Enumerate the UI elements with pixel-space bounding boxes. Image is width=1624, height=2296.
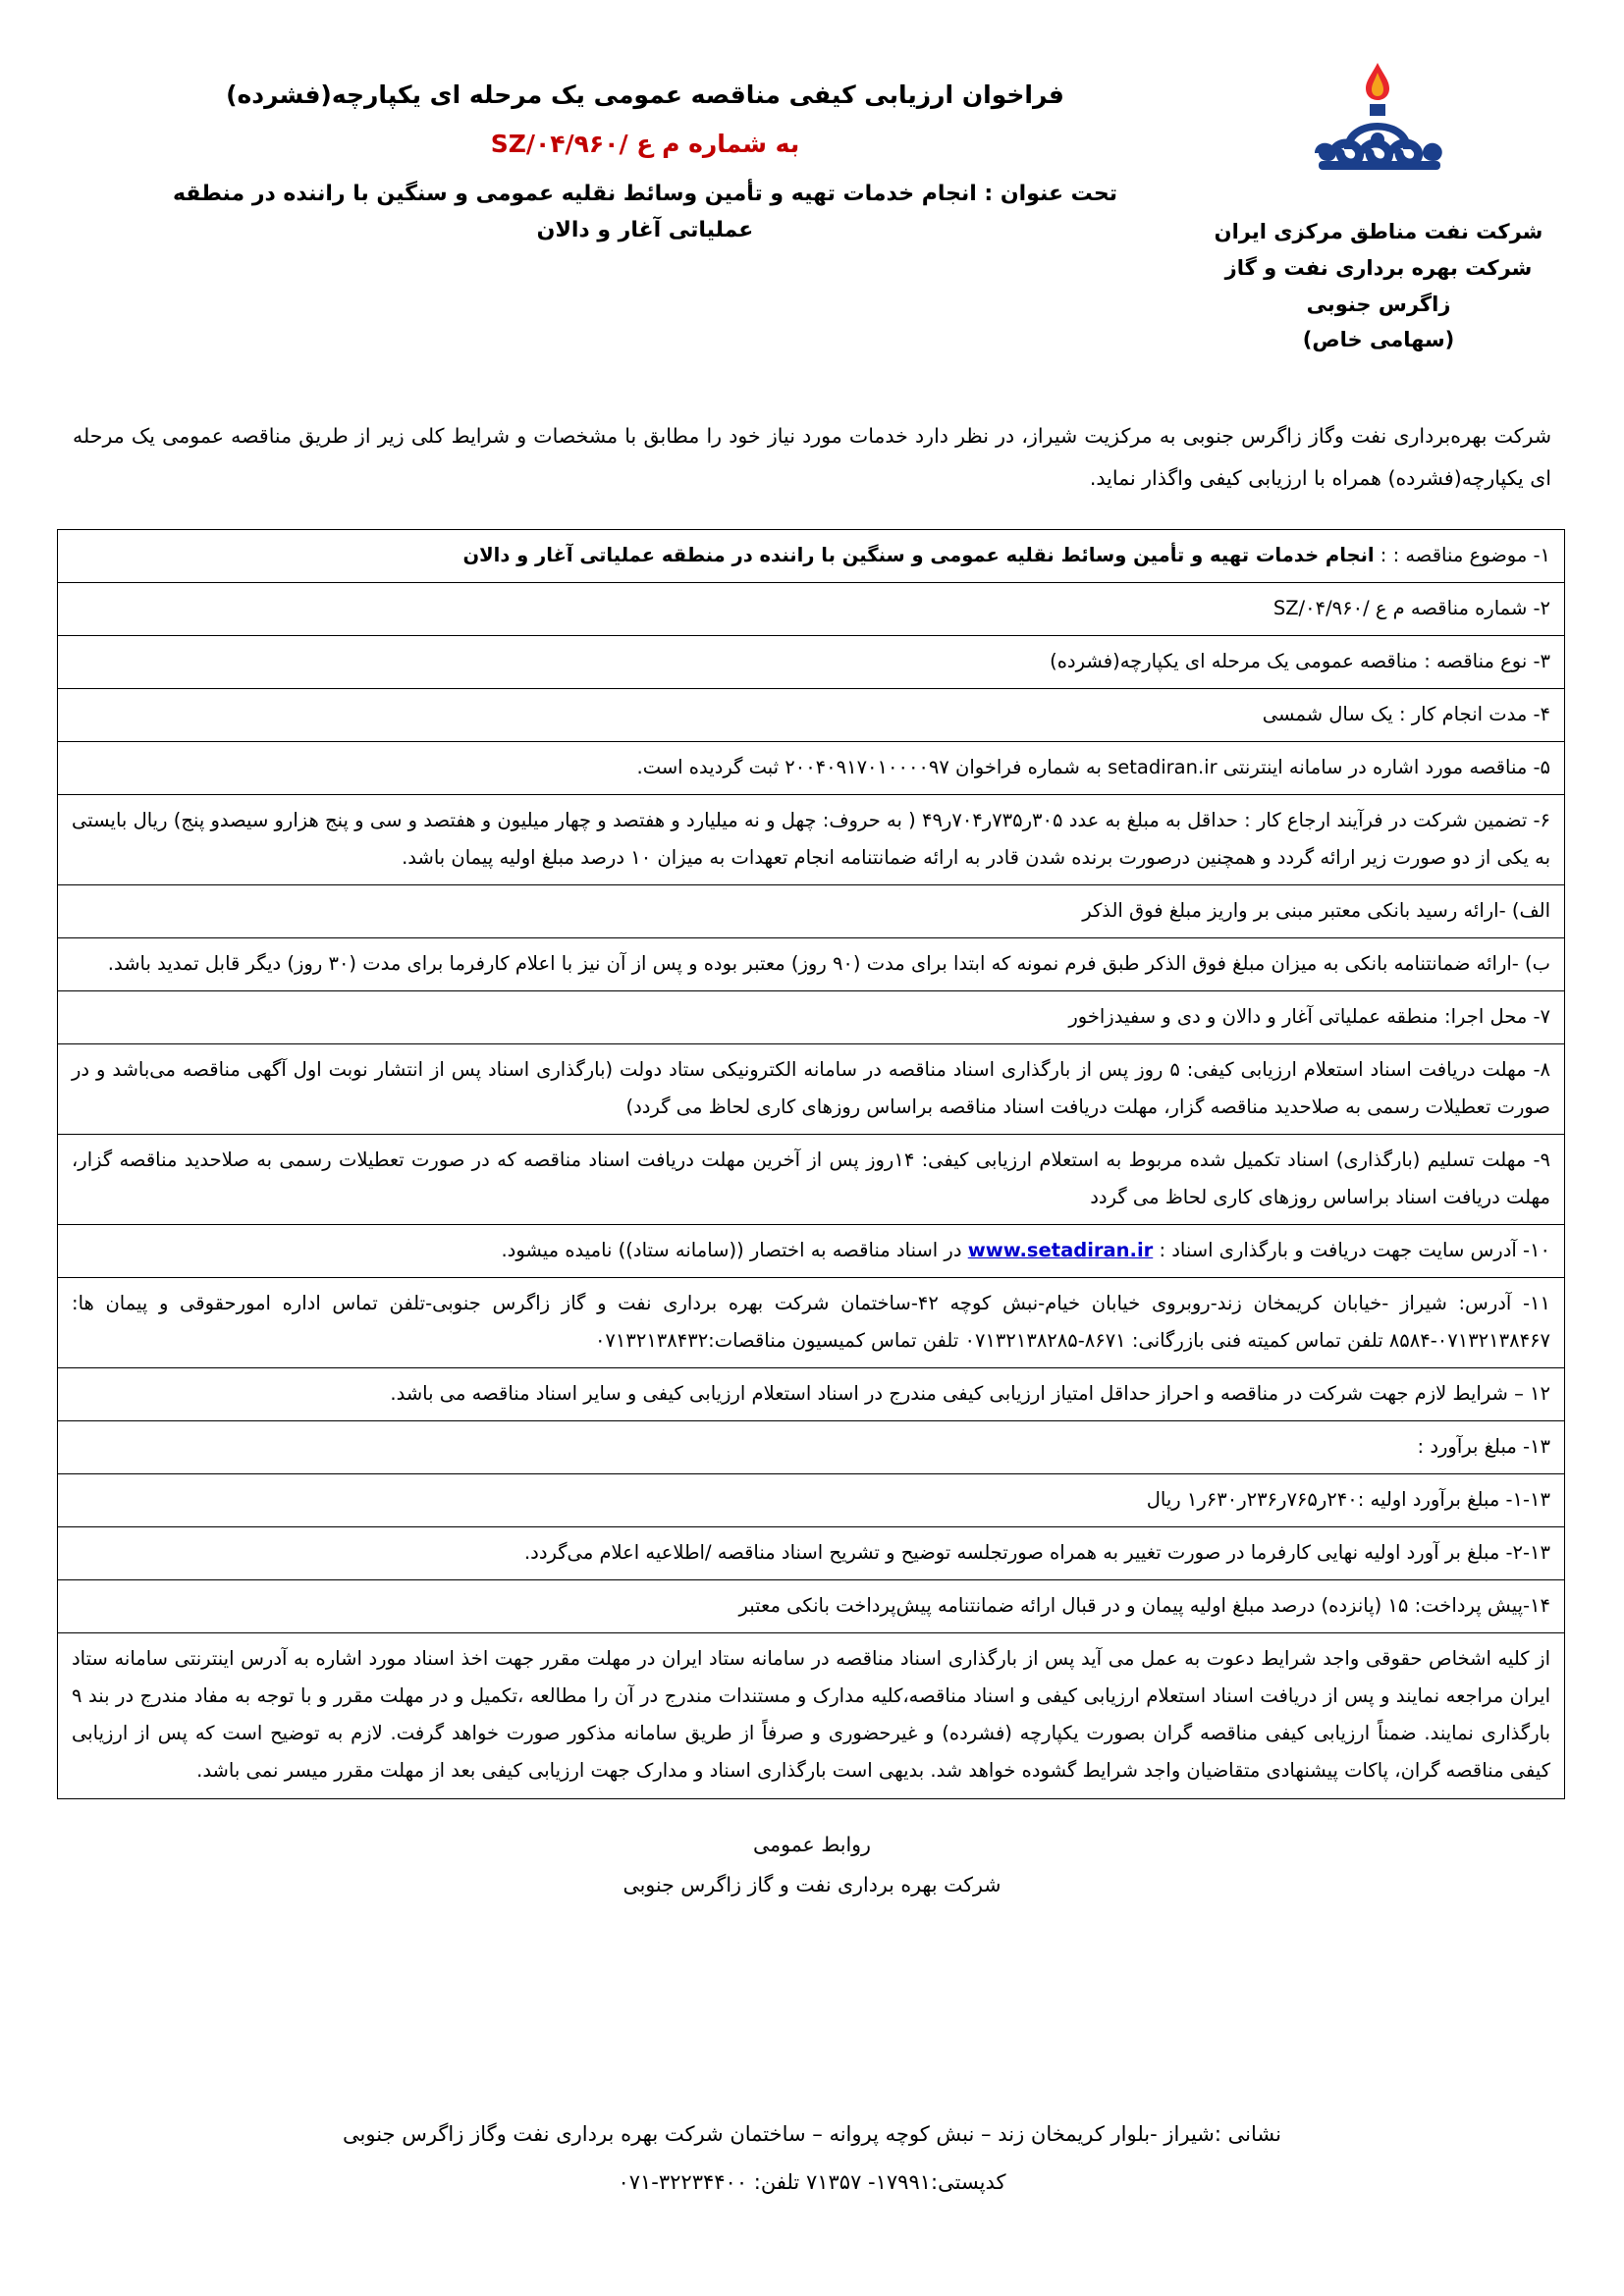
signature-line2: شرکت بهره برداری نفت و گاز زاگرس جنوبی [623, 1872, 1001, 1896]
table-row: ۱۱- آدرس: شیراز -خیابان کریمخان زند-روبروی خیابان خیام-نبش کوچه ۴۲-ساختمان شرکت بهره برداری نفت و گاز زاگرس جنوبی-تلفن تماس اداره امورحقوقی و پیمان ها: ۰۷۱۳۲۱۳۸۴۶۷-۸۵۸۴ تلفن تماس کمیته فنی بازرگانی: ۸۶۷۱-۰۷۱۳۲۱۳۸۲۸۵ تلفن تماس کمیسیون مناقصات:۰۷۱۳۲۱۳۸۴۳۲ [58, 1278, 1564, 1368]
item-value: انجام خدمات تهیه و تأمین وسائط نقلیه عمومی و سنگین با راننده در منطقه عملیاتی آغار و دالان [462, 544, 1375, 567]
table-row-final-paragraph: از کلیه اشخاص حقوقی واجد شرایط دعوت به عمل می آید پس از بارگذاری اسناد مناقصه در سامانه ستاد ایران در مهلت مقرر جهت اخذ اسناد مورد اشاره به آدرس اینترنتی سامانه ستاد ایران مراجعه نمایند و پس از دریافت اسناد استعلام ارزیابی کیفی و اسناد مناقصه،کلیه مدارک و مستندات مندرج در آن را مطالعه ،تکمیل و در مهلت مقرر و با توجه به مفاد مندرج در بند ۹ بارگذاری نمایند. ضمناً ارزیابی کیفی مناقصه گران بصورت یکپارچه (فشرده) و غیرحضوری و صرفاً از طریق سامانه مذکور صورت خواهد گرفت. لازم به توضیح است که پس از ارزیابی کیفی مناقصه گران، پاکات پیشنهادی متقاضیان واجد شرایط گشوده خواهد شد. بدیهی است بارگذاری اسناد و مدارک جهت ارزیابی کیفی بعد از مهلت مقرر میسر نمی باشد. [72, 1647, 1550, 1783]
company-name-line1: شرکت نفت مناطق مرکزی ایران [1214, 220, 1543, 243]
company-name-line2: شرکت بهره برداری نفت و گاز زاگرس جنوبی [1224, 255, 1533, 316]
signature-block [59, 1825, 1565, 1905]
signature-line1: روابط عمومی [753, 1832, 871, 1856]
page-title: فراخوان ارزیابی کیفی مناقصه عمومی یک مرحله ای یکپارچه(فشرده) [226, 80, 1064, 109]
table-row-setadiran-link [58, 1225, 1564, 1278]
company-names [1192, 214, 1565, 358]
table-row: ۱۴-پیش پرداخت: ۱۵ (پانزده) درصد مبلغ اولیه پیمان و در قبال ارائه ضمانتنامه پیش‌پرداخت بانکی معتبر [58, 1580, 1564, 1633]
table-row: الف) -ارائه رسید بانکی معتبر مبنی بر واریز مبلغ فوق الذکر [58, 885, 1564, 938]
table-row [58, 530, 1564, 583]
table-row: ۲-۱۳- مبلغ بر آورد اولیه نهایی کارفرما در صورت تغییر به همراه صورتجلسه توضیح و تشریح اسناد مناقصه /اطلاعیه اعلام می‌گردد. [58, 1527, 1564, 1580]
table-row: ۵- مناقصه مورد اشاره در سامانه اینترنتی setadiran.ir به شماره فراخوان ۲۰۰۴۰۹۱۷۰۱۰۰۰۰۹۷ ثبت گردیده است. [58, 742, 1564, 795]
table-row: ۴- مدت انجام کار : یک سال شمسی [58, 689, 1564, 742]
item-label: ۱۰- آدرس سایت جهت دریافت و بارگذاری اسناد : www.setadiran.ir در اسناد مناقصه به اختصار ((سامانه ستاد)) نامیده میشود. [501, 1239, 1550, 1262]
footer-address: نشانی :شیراز -بلوار کریمخان زند – نبش کوچه پروانه – ساختمان شرکت بهره برداری نفت وگاز زاگرس جنوبی [343, 2122, 1281, 2147]
intro-paragraph: شرکت بهره‌برداری نفت وگاز زاگرس جنوبی به مرکزیت شیراز، در نظر دارد خدمات مورد نیاز خود را مطابق با مشخصات و شرایط کلی زیر از طریق مناقصه عمومی یک مرحله ای یکپارچه(فشرده) همراه با ارزیابی کیفی واگذار نماید. [73, 424, 1551, 491]
table-row: ۱۲ – شرایط لازم جهت شرکت در مناقصه و احراز حداقل امتیاز ارزیابی کیفی مندرج در اسناد استعلام ارزیابی کیفی و سایر اسناد مناقصه می باشد. [58, 1368, 1564, 1421]
table-row: ۷- محل اجرا: منطقه عملیاتی آغار و دالان و دی و سفیدزاخور [58, 991, 1564, 1044]
table-row: ۱۳- مبلغ برآورد : [58, 1421, 1564, 1474]
table-row: ۶- تضمین شرکت در فرآیند ارجاع کار : حداقل به مبلغ به عدد ۳۰۵ر۷۳۵ر۷۰۴ر۴۹ ( به حروف: چهل و نه میلیارد و هفتصد و چهار میلیون و هفتصد و سی و پنج هزارو سیصدو پنج) ریال بایستی به یکی از دو صورت زیر ارائه گردد و همچنین درصورت برنده شدن قادر به ارائه ضمانتنامه انجام تعهدات به میزان ۱۰ درصد مبلغ اولیه پیمان باشد. [58, 795, 1564, 885]
table-row: ۲- شماره مناقصه م ع /SZ/۰۴/۹۶۰ [58, 583, 1564, 636]
document-header [59, 59, 1565, 358]
tender-details-table [57, 529, 1565, 1798]
logo-block [1192, 59, 1565, 358]
table-row: ۹- مهلت تسلیم (بارگذاری) اسناد تکمیل شده مربوط به استعلام ارزیابی کیفی: ۱۴روز پس از آخرین مهلت دریافت اسناد مناقصه که در صورت تعطیلات رسمی به صلاحدید مناقصه گزار، مهلت دریافت اسناد براساس روزهای کاری لحاظ می گردد [58, 1135, 1564, 1225]
header-title-block [59, 59, 1192, 248]
setadiran-link[interactable]: www.setadiran.ir [967, 1239, 1154, 1262]
tender-number: به شماره م ع /SZ/۰۴/۹۶۰ [490, 129, 800, 158]
item-label: ۱- موضوع مناقصه : : [1380, 544, 1550, 567]
table-row: ب) -ارائه ضمانتنامه بانکی به میزان مبلغ فوق الذکر طبق فرم نمونه که ابتدا برای مدت (۹۰ روز) معتبر بوده و پس از آن نیز با اعلام کارفرما برای مدت (۳۰ روز) دیگر قابل تمدید باشد. [58, 938, 1564, 991]
table-row: ۳- نوع مناقصه : مناقصه عمومی یک مرحله ای یکپارچه(فشرده) [58, 636, 1564, 689]
tender-subject-title: تحت عنوان : انجام خدمات تهیه و تأمین وسائط نقلیه عمومی و سنگین با راننده در منطقه عملیاتی آغار و دالان [172, 181, 1118, 242]
table-row: ۸- مهلت دریافت اسناد استعلام ارزیابی کیفی: ۵ روز پس از بارگذاری اسناد مناقصه در سامانه الکترونیکی ستاد دولت (بارگذاری اسناد پس از انتشار نوبت اول آگهی مناقصه می‌باشد و در صورت تعطیلات رسمی به صلاحدید مناقصه گزار، مهلت دریافت اسناد مناقصه براساس روزهای کاری لحاظ می گردد) [58, 1044, 1564, 1135]
table-row: ۱-۱۳- مبلغ برآورد اولیه :۲۴۰ر۷۶۵ر۲۳۶ر۶۳۰ر۱ ریال [58, 1474, 1564, 1527]
nioc-logo-icon [1192, 59, 1565, 206]
document-footer [0, 2110, 1624, 2206]
footer-contact: کدپستی:۱۷۹۹۱- ۷۱۳۵۷ تلفن: ۳۲۲۳۴۴۰۰-۰۷۱ [618, 2169, 1006, 2194]
company-name-line3: (سهامی خاص) [1302, 328, 1455, 352]
